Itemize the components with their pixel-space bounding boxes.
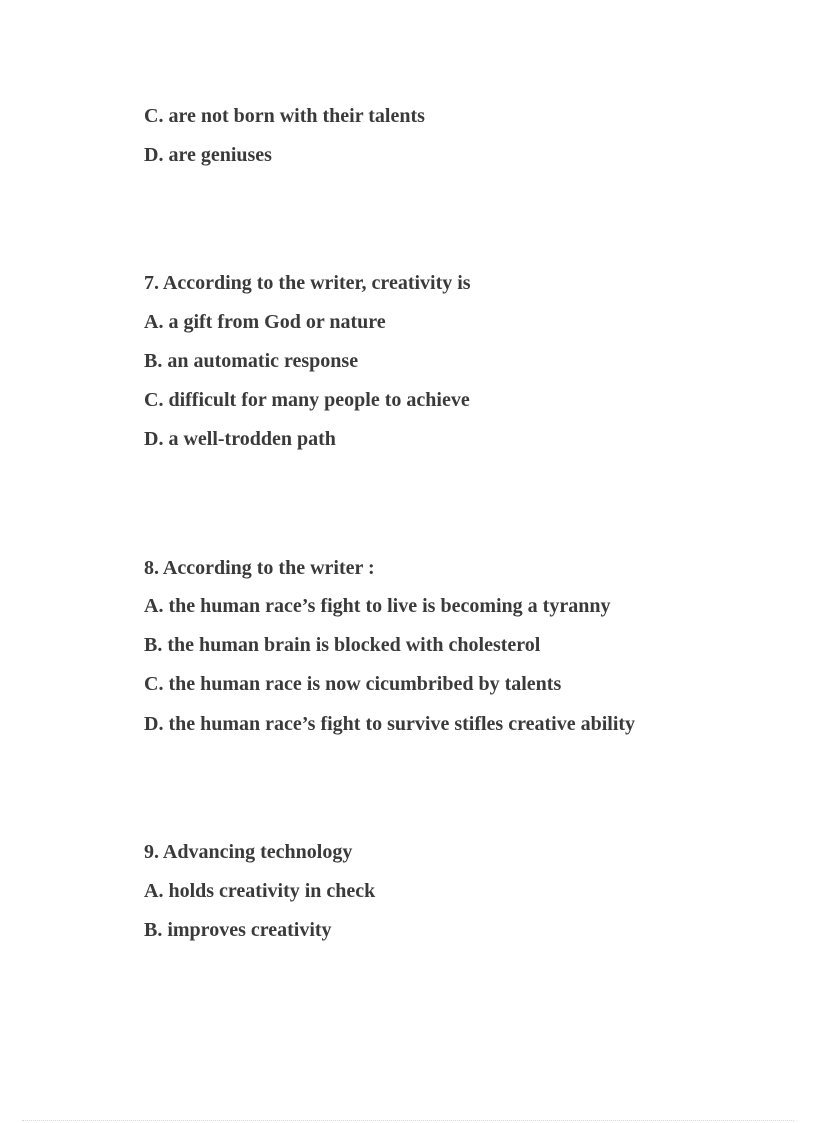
q7-question: 7. According to the writer, creativity is [144, 272, 471, 294]
q7-option-d: D. a well-trodden path [144, 428, 336, 450]
q7-option-b: B. an automatic response [144, 350, 359, 372]
q8-question: 8. According to the writer : [144, 557, 375, 579]
q9-option-a: A. holds creativity in check [144, 880, 376, 902]
q7-option-c: C. difficult for many people to achieve [144, 389, 470, 411]
q8-option-b: B. the human brain is blocked with cholesterol [144, 634, 541, 656]
q7-option-a: A. a gift from God or nature [144, 311, 386, 333]
q8-option-c: C. the human race is now cicumbribed by talents [144, 673, 562, 695]
q6-option-d: D. are geniuses [144, 144, 272, 166]
q9-option-b: B. improves creativity [144, 919, 332, 941]
page-bottom-divider [22, 1120, 794, 1121]
q8-option-a: A. the human race’s fight to live is becoming a tyranny [144, 595, 611, 617]
q6-option-c: C. are not born with their talents [144, 105, 425, 127]
q8-option-d: D. the human race’s fight to survive stifles creative ability [144, 713, 636, 735]
q9-question: 9. Advancing technology [144, 841, 353, 863]
